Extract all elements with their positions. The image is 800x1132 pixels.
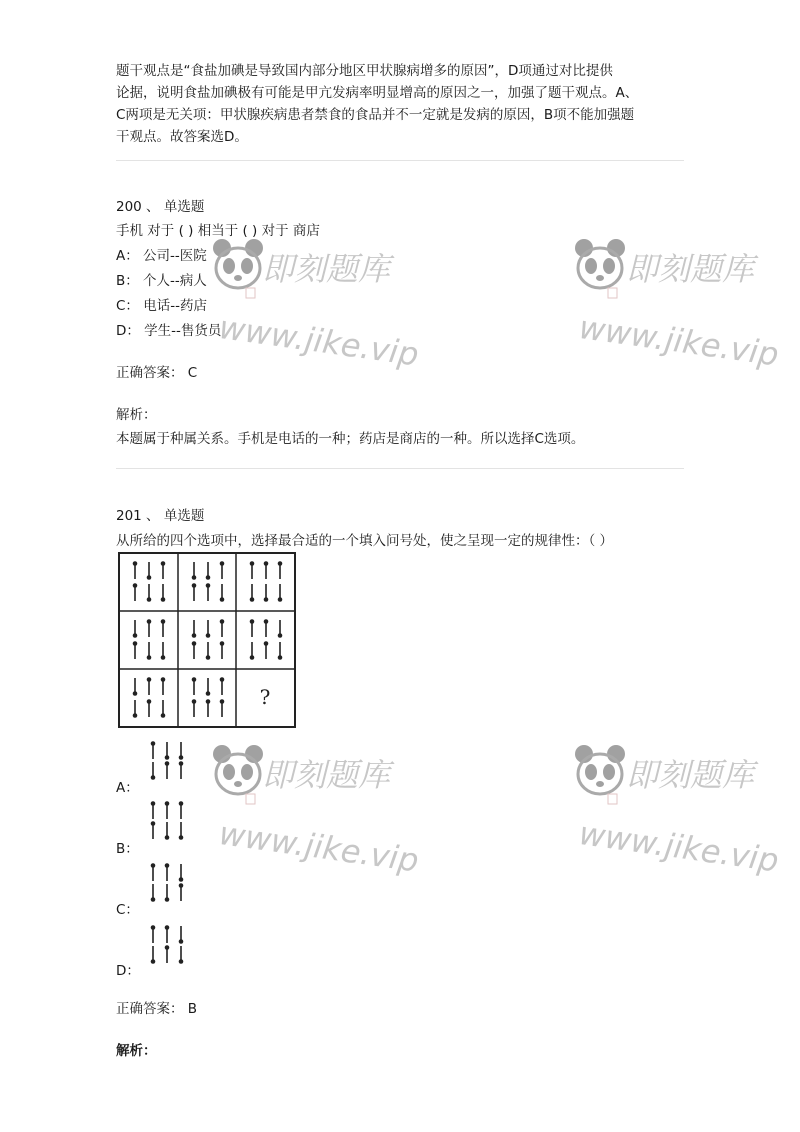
pin-up-icon [161, 677, 166, 695]
q200-option-b[interactable]: B： 个人--病人 [116, 273, 207, 289]
pin-down-icon [147, 584, 152, 602]
pin-up-icon [161, 561, 166, 579]
q200-answer [116, 362, 197, 384]
pin-up-icon [151, 801, 156, 819]
answer-label: 正确答案： [116, 1001, 184, 1017]
pin-up-icon [250, 619, 255, 637]
q200-analysis-label: 解析： [116, 407, 157, 423]
pin-down-icon [147, 642, 152, 660]
pin-up-icon [192, 641, 197, 659]
watermark-brand: 即刻题库 [262, 756, 391, 794]
pin-down-icon [192, 562, 197, 580]
q201-stem: 从所给的四个选项中，选择最合适的一个填入问号处，使之呈现一定的规律性：（ ） [116, 533, 614, 549]
pin-up-icon [133, 641, 138, 659]
panda-logo-icon [210, 742, 266, 806]
pin-down-icon [278, 642, 283, 660]
pin-up-icon [179, 883, 184, 901]
pin-down-icon [192, 620, 197, 638]
pin-up-icon [220, 641, 225, 659]
pin-up-icon [206, 699, 211, 717]
figure-grid [118, 552, 296, 728]
pin-up-icon [264, 641, 269, 659]
divider [116, 160, 684, 161]
answer-value: C [187, 365, 198, 381]
pin-up-icon [151, 741, 156, 759]
q200-option-a[interactable]: A： 公司--医院 [116, 248, 207, 264]
pin-up-icon [133, 583, 138, 601]
q201-answer [116, 998, 197, 1020]
q201-option-d-image[interactable] [146, 924, 194, 966]
pin-down-icon [161, 700, 166, 718]
pin-up-icon [206, 583, 211, 601]
pin-up-icon [192, 699, 197, 717]
pin-down-icon [264, 584, 269, 602]
pin-down-icon [147, 562, 152, 580]
pin-down-icon [133, 678, 138, 696]
q200-option-c[interactable]: C： 电话--药店 [116, 298, 207, 314]
watermark-url: www.jike.vip [216, 308, 421, 374]
pin-down-icon [151, 884, 156, 902]
prev-explanation-line: 题干观点是“食盐加碘是导致国内部分地区甲状腺病增多的原因”，D项通过对比提供 [116, 63, 613, 79]
watermark-clip [576, 736, 781, 880]
pin-up-icon [161, 619, 166, 637]
pin-down-icon [206, 678, 211, 696]
pin-up-icon [179, 761, 184, 779]
pin-down-icon [250, 642, 255, 660]
watermark-brand: 即刻题库 [626, 756, 755, 794]
q201-header: 201 、 单选题 [116, 508, 205, 524]
q201-option-b-label[interactable]: B： [116, 841, 139, 857]
q201-option-a-label[interactable]: A： [116, 780, 139, 796]
pin-up-icon [165, 945, 170, 963]
watermark-url: www.jike.vip [576, 814, 781, 880]
pin-up-icon [278, 561, 283, 579]
pin-down-icon [278, 620, 283, 638]
question-mark: ? [259, 685, 271, 709]
pin-down-icon [250, 584, 255, 602]
pin-down-icon [161, 642, 166, 660]
pin-down-icon [133, 700, 138, 718]
q201-option-a-image[interactable] [146, 740, 194, 782]
pin-down-icon [133, 620, 138, 638]
q200-stem: 手机 对于 ( ) 相当于 ( ) 对于 商店 [116, 223, 320, 239]
pin-up-icon [147, 677, 152, 695]
watermark-url: www.jike.vip [216, 814, 421, 880]
q201-option-d-label[interactable]: D： [116, 963, 140, 979]
pin-up-icon [151, 925, 156, 943]
pin-up-icon [220, 699, 225, 717]
pin-up-icon [220, 677, 225, 695]
pin-down-icon [165, 822, 170, 840]
watermark-brand: 即刻题库 [626, 250, 755, 288]
pin-up-icon [165, 761, 170, 779]
pin-up-icon [133, 561, 138, 579]
pin-up-icon [192, 677, 197, 695]
pin-down-icon [206, 620, 211, 638]
pin-down-icon [206, 562, 211, 580]
pin-down-icon [179, 864, 184, 882]
pin-down-icon [220, 584, 225, 602]
answer-value: B [187, 1001, 198, 1017]
pin-up-icon [250, 561, 255, 579]
pin-up-icon [151, 863, 156, 881]
divider [116, 468, 684, 469]
pin-up-icon [220, 561, 225, 579]
q201-option-c-image[interactable] [146, 862, 194, 904]
pin-up-icon [165, 801, 170, 819]
pin-down-icon [161, 584, 166, 602]
q201-analysis-label: 解析： [116, 1043, 157, 1059]
pin-down-icon [179, 926, 184, 944]
prev-explanation-line: C两项是无关项：甲状腺疾病患者禁食的食品并不一定就是发病的原因，B项不能加强题 [116, 107, 635, 123]
pin-up-icon [147, 699, 152, 717]
watermark-clip [576, 230, 781, 374]
q200-option-d[interactable]: D： 学生--售货员 [116, 323, 222, 339]
pin-down-icon [206, 642, 211, 660]
pin-down-icon [151, 762, 156, 780]
pin-down-icon [179, 946, 184, 964]
prev-explanation-line: 论据，说明食盐加碘极有可能是甲亢发病率明显增高的原因之一，加强了题干观点。A、 [116, 85, 639, 101]
panda-logo-icon [210, 236, 266, 300]
pin-down-icon [278, 584, 283, 602]
watermark-brand: 即刻题库 [262, 250, 391, 288]
pin-up-icon [179, 801, 184, 819]
pin-up-icon [147, 619, 152, 637]
prev-explanation [116, 60, 686, 148]
pin-down-icon [151, 946, 156, 964]
pin-up-icon [165, 925, 170, 943]
answer-label: 正确答案： [116, 365, 184, 381]
pin-up-icon [264, 619, 269, 637]
q200-analysis-text: 本题属于种属关系。手机是电话的一种；药店是商店的一种。所以选择C选项。 [116, 431, 585, 447]
pin-down-icon [179, 822, 184, 840]
pin-up-icon [165, 863, 170, 881]
pin-down-icon [165, 884, 170, 902]
pin-up-icon [264, 561, 269, 579]
prev-explanation-line: 干观点。故答案选D。 [116, 129, 248, 145]
pin-down-icon [179, 742, 184, 760]
pin-down-icon [165, 742, 170, 760]
watermark-url: www.jike.vip [576, 308, 781, 374]
pin-up-icon [192, 583, 197, 601]
pin-up-icon [220, 619, 225, 637]
q201-option-c-label[interactable]: C： [116, 902, 139, 918]
q201-option-b-image[interactable] [146, 800, 194, 842]
q200-header: 200 、 单选题 [116, 199, 205, 215]
pin-up-icon [151, 821, 156, 839]
